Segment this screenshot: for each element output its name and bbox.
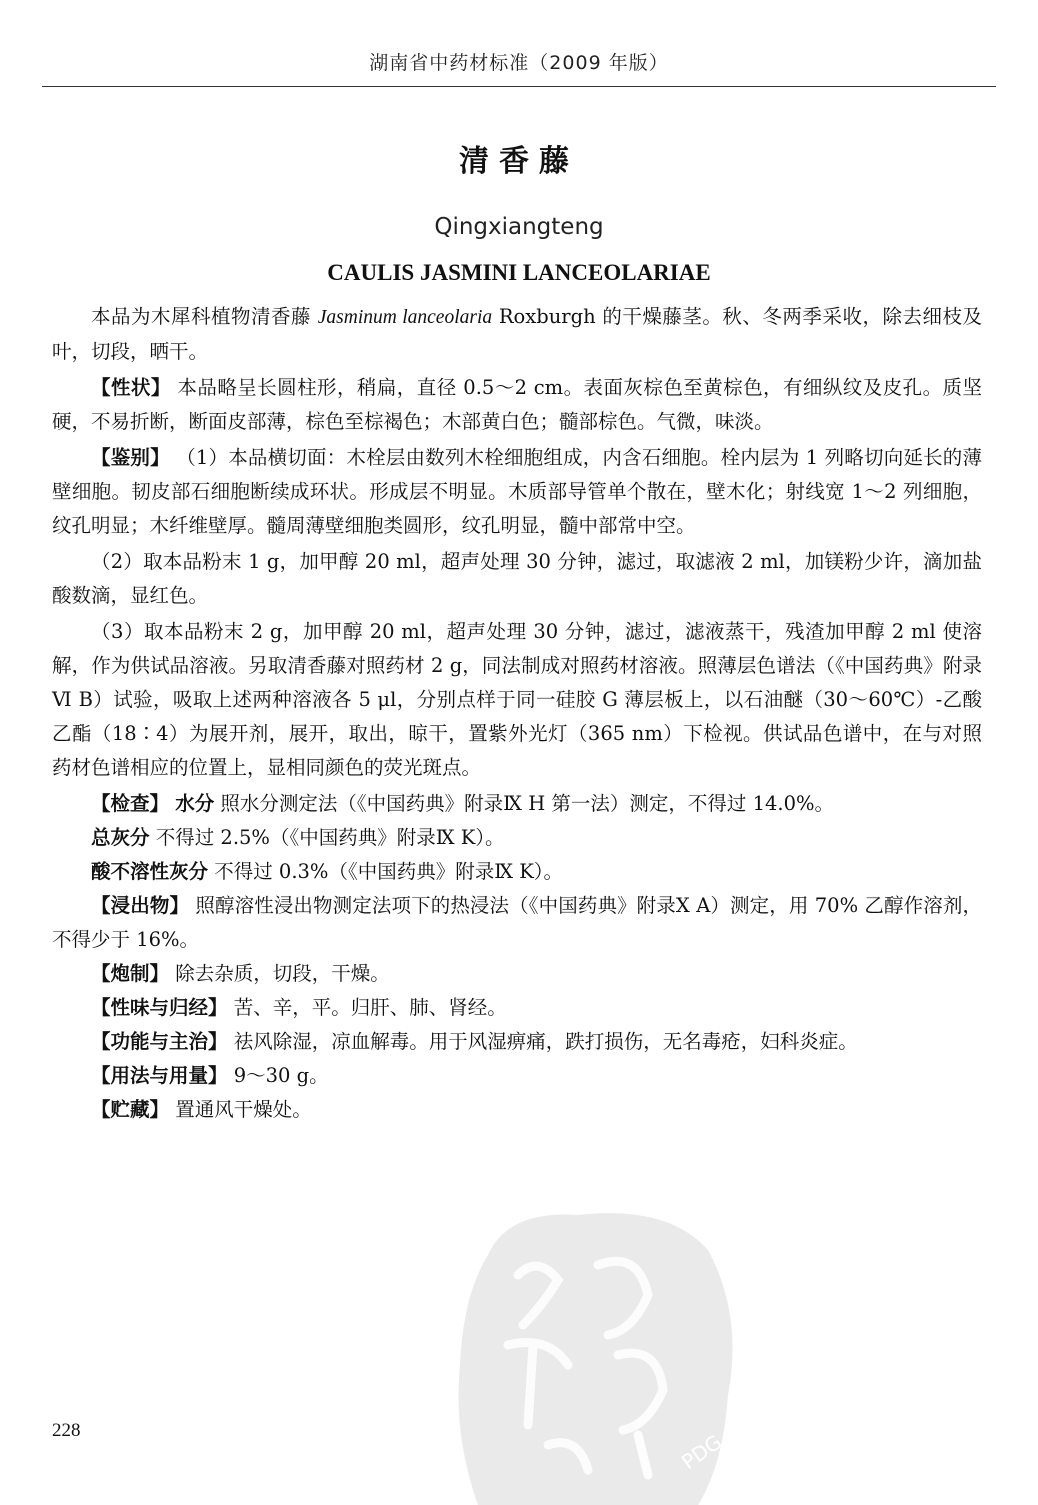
latin-name: CAULIS JASMINI LANCEOLARIAE [327, 260, 711, 285]
section-text: 9～30 g。 [227, 1064, 329, 1087]
section-label: 【炮制】 [91, 962, 170, 985]
intro-pre: 本品为木犀科植物清香藤 [91, 305, 318, 328]
intro-post: Roxburgh 的干燥藤茎。秋、冬两季采收，除去细枝及叶，切段，晒干。 [52, 305, 982, 363]
species-name: Jasminum lanceolaria [317, 307, 493, 328]
section-text: 除去杂质，切段，干燥。 [169, 962, 390, 985]
monograph-title: 清香藤 [459, 144, 579, 179]
section-text: 照醇溶性浸出物测定法项下的热浸法（《中国药典》附录Ⅹ A）测定，用 70% 乙醇作溶剂，不得少于 16%。 [52, 894, 982, 951]
section-label: 【用法与用量】 [91, 1064, 228, 1087]
jiancha-acid-ash [52, 855, 982, 889]
page-number: 228 [52, 1420, 81, 1441]
section-label: 【鉴别】 [91, 446, 170, 469]
section-jianbie [52, 441, 982, 543]
section-zhucang [52, 1093, 982, 1127]
section-yongfa [52, 1059, 982, 1093]
section-text: 祛风除湿，凉血解毒。用于风湿痹痛，跌打损伤，无名毒疮，妇科炎症。 [227, 1030, 858, 1053]
section-jiancha [52, 787, 982, 821]
monograph-body [52, 300, 982, 1127]
section-gongneng [52, 1025, 982, 1059]
jiancha-ash [52, 821, 982, 855]
section-label: 【性状】 [91, 376, 171, 399]
subhead-ash: 总灰分 [91, 826, 150, 849]
section-label: 【贮藏】 [91, 1098, 170, 1121]
section-text: （1）本品横切面：木栓层由数列木栓细胞组成，内含石细胞。栓内层为 1 列略切向延长的薄壁细胞。韧皮部石细胞断续成环状。形成层不明显。木质部导管单个散在，壁木化；射线宽 1～2 列细胞，纹孔明显；木纤维壁厚。髓周薄壁细胞类圆形，纹孔明显，髓中部常中空。 [52, 446, 982, 537]
intro-paragraph [52, 300, 982, 369]
ash-text: 不得过 2.5%（《中国药典》附录Ⅸ K）。 [149, 826, 505, 849]
running-header: 湖南省中药材标准（2009 年版） [369, 52, 669, 74]
watermark-seal [448, 1195, 748, 1505]
jianbie-item-3: （3）取本品粉末 2 g，加甲醇 20 ml，超声处理 30 分钟，滤过，滤液蒸干，残渣加甲醇 2 ml 使溶解，作为供试品溶液。另取清香藤对照药材 2 g，同法制成对照药材溶液。照薄层色谱法（《中国药典》附录Ⅵ B）试验，吸取上述两种溶液各 5 μl，分别点样于同一硅胶 G 薄层板上，以石油醚（30～60℃）-乙酸乙酯（18∶4）为展开剂，展开，取出，晾干，置紫外光灯（365 nm）下检视。供试品色谱中，在与对照药材色谱相应的位置上，显相同颜色的荧光斑点。 [52, 620, 982, 779]
section-paozhi [52, 957, 982, 991]
section-label: 【功能与主治】 [91, 1030, 228, 1053]
section-xingzhuang [52, 371, 982, 439]
subhead-water: 水分 [175, 792, 215, 815]
section-label: 【性味与归经】 [91, 996, 228, 1019]
header-rule [42, 86, 996, 87]
section-xingwei [52, 991, 982, 1025]
pinyin-name: Qingxiangteng [434, 214, 604, 240]
section-text: 苦、辛，平。归肝、肺、肾经。 [227, 996, 507, 1019]
jianbie-item-2: （2）取本品粉末 1 g，加甲醇 20 ml，超声处理 30 分钟，滤过，取滤液 2 ml，加镁粉少许，滴加盐酸数滴，显红色。 [52, 550, 982, 607]
water-text: 照水分测定法（《中国药典》附录Ⅸ H 第一法）测定，不得过 14.0%。 [214, 792, 835, 815]
acid-ash-text: 不得过 0.3%（《中国药典》附录Ⅸ K）。 [208, 860, 564, 883]
section-jinchuwu [52, 889, 982, 957]
section-text: 置通风干燥处。 [169, 1098, 312, 1121]
subhead-acid-ash: 酸不溶性灰分 [91, 860, 209, 883]
watermark-label: PDG [677, 1429, 727, 1475]
section-label: 【浸出物】 [91, 894, 190, 917]
section-text: 本品略呈长圆柱形，稍扁，直径 0.5～2 cm。表面灰棕色至黄棕色，有细纵纹及皮孔。质坚硬，不易折断，断面皮部薄，棕色至棕褐色；木部黄白色；髓部棕色。气微，味淡。 [52, 376, 982, 433]
section-label: 【检查】 [91, 792, 170, 815]
